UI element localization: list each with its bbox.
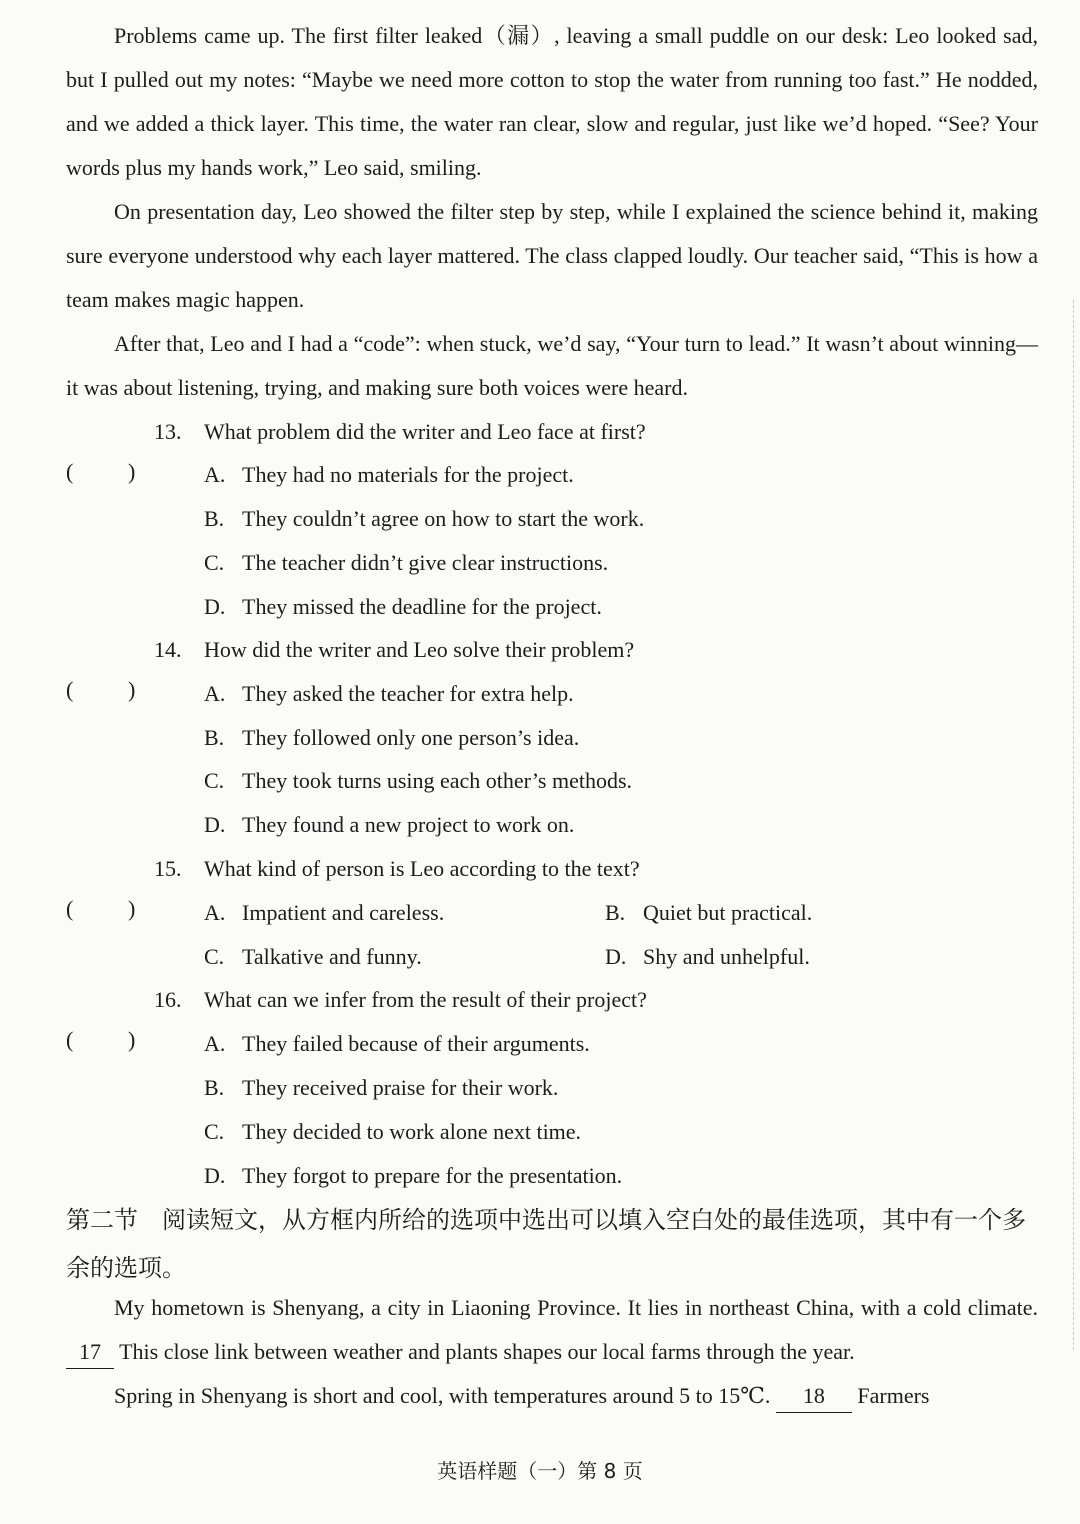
question-stem: What problem did the writer and Leo face at first? xyxy=(204,419,646,444)
option-16-c: C. They decided to work alone next time. xyxy=(204,1119,582,1144)
option-13-b: B. They couldn’t agree on how to start the work. xyxy=(204,506,645,531)
question-number: 16. xyxy=(154,987,182,1012)
passage-paragraph-2: On presentation day, Leo showed the filter step by step, while I explained the science behind it, making sure everyone understood why each layer mattered. The class clapped loudly. Our teacher said, “This is how a team makes magic happen. xyxy=(66,199,1038,312)
page-footer: 英语样题（一）第 8 页 xyxy=(437,1459,643,1483)
question-number: 14. xyxy=(154,637,182,662)
answer-bracket[interactable]: ( ) xyxy=(66,1027,136,1052)
option-16-b: B. They received praise for their work. xyxy=(204,1075,559,1100)
option-15-a: A. Impatient and careless. xyxy=(204,900,445,925)
question-stem: What kind of person is Leo according to the text? xyxy=(204,856,640,881)
blank-18[interactable]: 18 xyxy=(776,1380,852,1413)
option-14-a: A. They asked the teacher for extra help. xyxy=(204,681,574,706)
option-15-c: C. Talkative and funny. xyxy=(204,944,422,969)
option-14-b: B. They followed only one person’s idea. xyxy=(204,725,580,750)
option-14-c: C. They took turns using each other’s methods. xyxy=(204,768,633,793)
blank-17[interactable]: 17 xyxy=(66,1336,114,1369)
option-15-d: D. Shy and unhelpful. xyxy=(605,944,810,969)
option-13-d: D. They missed the deadline for the project. xyxy=(204,594,602,619)
section-2-instructions: 第二节 阅读短文，从方框内所给的选项中选出可以填入空白处的最佳选项，其中有一个多余的选项。 xyxy=(66,1206,1026,1282)
answer-bracket[interactable]: ( ) xyxy=(66,459,136,484)
option-15-b: B. Quiet but practical. xyxy=(605,900,813,925)
section-2-paragraph-2: Spring in Shenyang is short and cool, with temperatures around 5 to 15℃. 18 Farmers xyxy=(66,1374,1038,1418)
passage-paragraph-1: Problems came up. The first filter leaked（漏）, leaving a small puddle on our desk: Leo looked sad, but I pulled out my notes: “Maybe we need more cotton to stop the water from running too fast.” He nodded, and we added a thick layer. This time, the water ran clear, slow and regular, just like we’d hoped. “See? Your words plus my hands work,” Leo said, smiling. xyxy=(66,23,1038,180)
question-stem: What can we infer from the result of their project? xyxy=(204,987,647,1012)
section-2-paragraph-1: My hometown is Shenyang, a city in Liaoning Province. It lies in northeast China, with a cold climate. 17 This close link between weather and plants shapes our local farms through the year. xyxy=(66,1286,1038,1374)
answer-bracket[interactable]: ( ) xyxy=(66,896,136,921)
scan-edge-line xyxy=(1072,300,1074,1350)
answer-bracket[interactable]: ( ) xyxy=(66,677,136,702)
question-number: 15. xyxy=(154,856,182,881)
question-stem: How did the writer and Leo solve their problem? xyxy=(204,637,635,662)
option-16-d: D. They forgot to prepare for the presentation. xyxy=(204,1163,623,1188)
passage-paragraph-3: After that, Leo and I had a “code”: when stuck, we’d say, “Your turn to lead.” It wasn’t about winning—it was about listening, trying, and making sure both voices were heard. xyxy=(66,331,1038,400)
question-number: 13. xyxy=(154,419,182,444)
option-16-a: A. They failed because of their arguments. xyxy=(204,1031,590,1056)
option-14-d: D. They found a new project to work on. xyxy=(204,812,575,837)
option-13-c: C. The teacher didn’t give clear instructions. xyxy=(204,550,609,575)
option-13-a: A. They had no materials for the project. xyxy=(204,462,574,487)
